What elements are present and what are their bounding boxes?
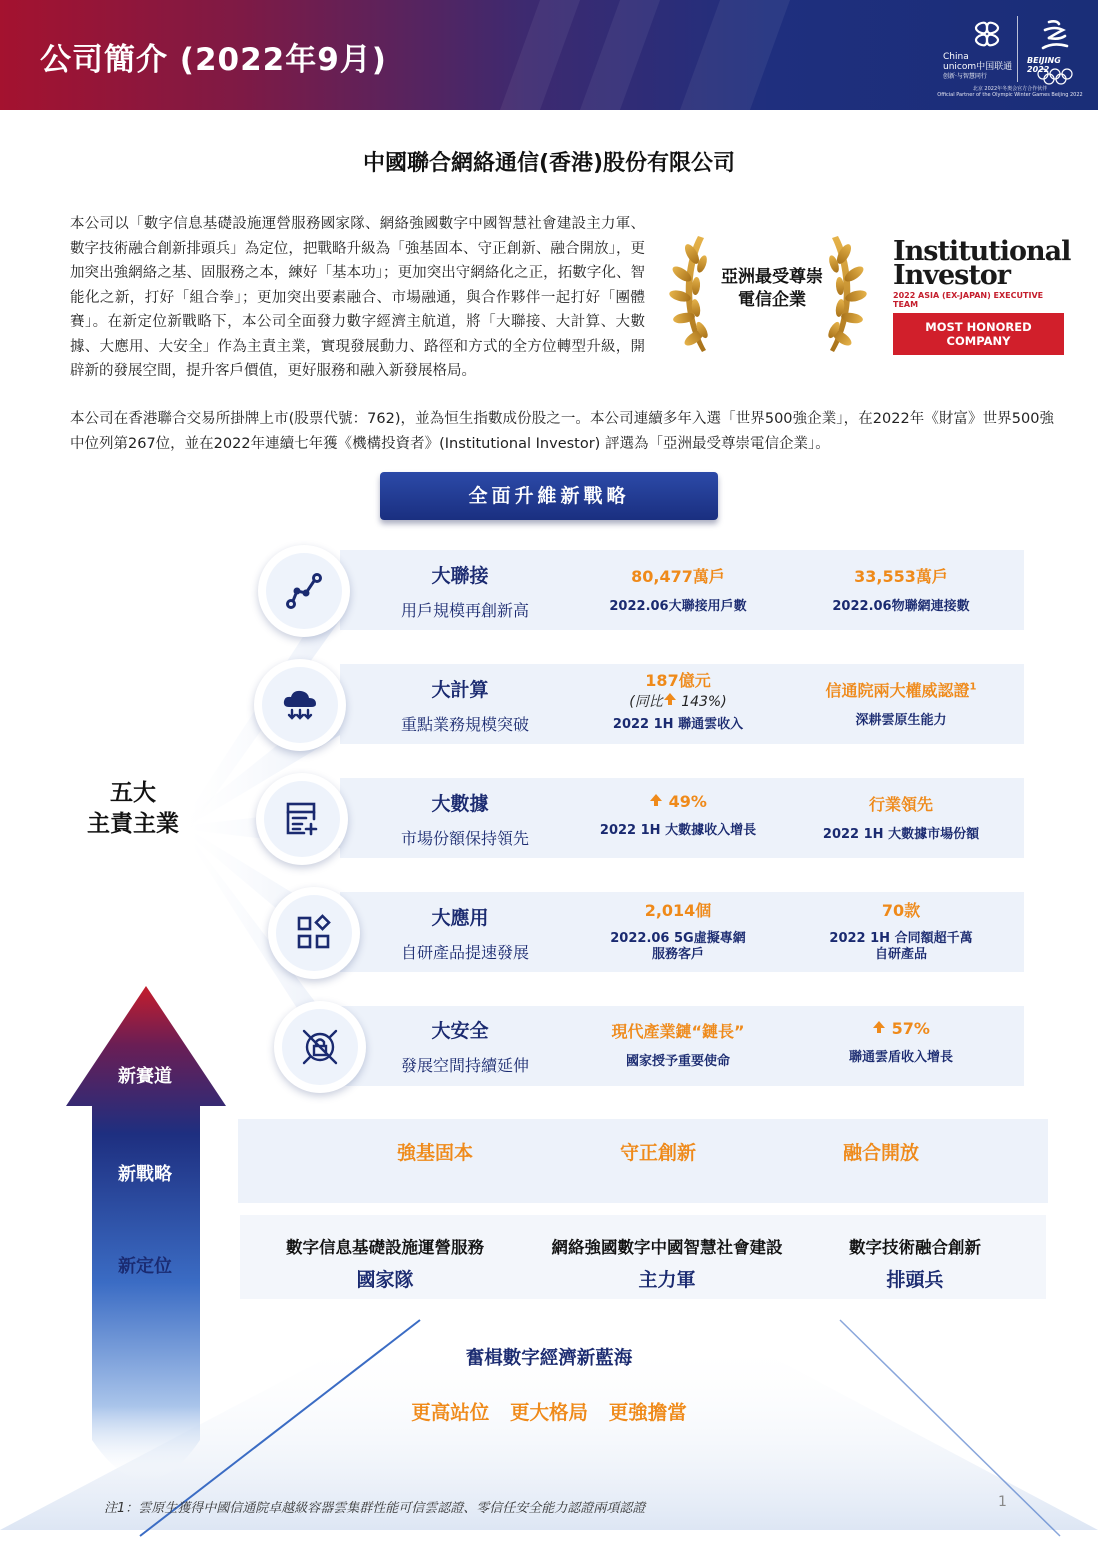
metric-value: 70款 (881, 901, 921, 920)
metric-note: 自研產品 (874, 947, 927, 962)
position-line-2: 主力軍 (638, 1269, 696, 1291)
metric-value: 33,553萬戶 (854, 567, 948, 586)
pillar-2: 守正創新 (619, 1142, 696, 1164)
metric-value-text: 57% (891, 1019, 930, 1038)
unicom-wordmark (943, 52, 1012, 82)
row-metric-2 (806, 678, 996, 729)
row-subtitle: 市場份額保持領先 (400, 829, 529, 848)
partner-caption (935, 86, 1085, 98)
apps-icon (294, 913, 334, 953)
award-line-2: 電信企業 (738, 290, 806, 310)
partner-caption-cn: 北京 2022年冬奥会官方合作伙伴 (972, 86, 1048, 92)
institutional-investor-logo (893, 236, 1071, 355)
row-title: 大安全 (431, 1020, 489, 1042)
label-new-track: 新賽道 (118, 1066, 172, 1087)
metric-value: 現代產業鏈“鏈長” (611, 1022, 745, 1041)
metric-value: 80,477萬戶 (631, 567, 725, 586)
row-metric-2 (806, 1019, 996, 1066)
security-icon-badge (274, 1001, 366, 1093)
page-number: 1 (998, 1494, 1007, 1510)
label-new-position: 新定位 (118, 1256, 172, 1277)
pillar-3: 融合開放 (842, 1142, 919, 1164)
olympic-rings-icon (1035, 68, 1075, 86)
metric-value-text: 信通院兩大權威認證 (825, 681, 970, 700)
yoy-prefix: (同比 (629, 694, 663, 710)
higher-slogan: 更高站位 更大格局 更強擔當 (411, 1401, 687, 1424)
row-metric-2 (806, 792, 996, 843)
footnote-marker: 1 (969, 681, 977, 693)
logo-slogan-text: 创新·与智慧同行 (943, 73, 987, 80)
arrow-up-icon (649, 793, 663, 807)
beijing-2022-text: BEIJING 2022 (1027, 56, 1061, 74)
connection-icon (284, 571, 324, 611)
metric-value: 行業領先 (868, 795, 933, 814)
row-metric-1 (578, 1019, 778, 1070)
security-icon (300, 1027, 340, 1067)
arrow-up-icon (663, 692, 677, 706)
row-metric-1 (583, 668, 773, 733)
position-line-2: 排頭兵 (886, 1269, 944, 1291)
data-icon (282, 799, 322, 839)
header-stripe (580, 0, 660, 110)
logo-divider (1017, 16, 1018, 82)
metric-note: 2022.06 5G虛擬專網 (610, 931, 746, 946)
logo-china-text: China (943, 52, 969, 62)
position-1 (240, 1233, 530, 1297)
intro-paragraph-2: 本公司在香港聯合交易所掛牌上市(股票代號：762)，並為恒生指數成份股之一。本公司連續多年入選「世界500強企業」，在2022年《財富》世界500強中位列第267位，並在2022年連續七年獲《機構投資者》(Institutional Investor) 評選為「亞洲最受尊崇電信企業」。 (70, 411, 1054, 452)
position-3 (770, 1233, 1060, 1297)
metric-note: 2022 1H 大數據收入增長 (599, 823, 757, 838)
award-title (702, 266, 842, 312)
header-stripe (500, 0, 580, 110)
arrow-up-icon (872, 1020, 886, 1034)
header-banner (0, 0, 1098, 110)
position-2 (522, 1233, 812, 1297)
label-new-strategy: 新戰略 (118, 1164, 172, 1185)
metric-note: 2022 1H 合同額超千萬 (829, 931, 973, 946)
ii-name-line-1: Institutional (893, 236, 1071, 267)
row-subtitle: 重點業務規模突破 (400, 715, 529, 734)
row-title: 大聯接 (431, 565, 489, 587)
five-label-line-1: 五大 (110, 780, 156, 806)
metric-note: 國家授予重要使命 (625, 1054, 730, 1069)
metric-note: 聯通雲盾收入增長 (848, 1050, 953, 1065)
metric-note: 2022.06物聯網連接數 (832, 599, 970, 614)
strategy-banner (380, 472, 718, 520)
position-line-1: 數字信息基礎設施運營服務 (286, 1238, 484, 1257)
pillar-1: 強基固本 (396, 1142, 473, 1164)
logo-unicom-text: unicom中国联通 (943, 62, 1013, 72)
company-name: 中國聯合網絡通信(香港)股份有限公司 (362, 151, 736, 176)
ii-name-line-2: Investor (893, 260, 1011, 291)
five-label-line-2: 主責主業 (87, 811, 179, 837)
metric-note: 2022 1H 聯通雲收入 (612, 717, 744, 732)
row-subtitle: 自研產品提速發展 (400, 943, 529, 962)
intro-paragraph-1: 本公司以「數字信息基礎設施運營服務國家隊、網絡強國數字中國智慧社會建設主力軍、數字技術融合創新排頭兵」為定位，把戰略升級為「強基固本、守正創新、融合開放」，更加突出強網絡之基、固服務之本，練好「基本功」；更加突出守網絡化之正，拓數字化、智能化之新，打好「組合拳」；更加突出要素融合、市場融通，與合作夥伴一起打好「團體賽」。在新定位新戰略下，本公司全面發力數字經濟主航道，將「大聯接、大計算、大數據、大應用、大安全」作為主責主業，實現發展動力、路徑和方式的全方位轉型升級，開辟新的發展空間，提升客戶價值，更好服務和融入新發展格局。 (70, 216, 645, 379)
metric-value: 2,014個 (644, 901, 712, 920)
award-line-1: 亞洲最受尊崇 (721, 267, 823, 287)
header-stripe (680, 0, 790, 110)
row-metric-2 (806, 564, 996, 615)
metric-value-text: 49% (668, 792, 707, 811)
footnote: 注1：雲原生獲得中國信通院卓越級容器雲集群性能可信雲認證、零信任安全能力認證兩項認證 (104, 1501, 646, 1516)
metric-value (583, 792, 773, 811)
unicom-knot-icon (971, 18, 1003, 50)
row-subtitle: 用戶規模再創新高 (400, 601, 529, 620)
partner-caption-en: Official Partner of the Olympic Winter Games Beijing 2022 (937, 92, 1083, 98)
cloud-icon-badge (254, 659, 346, 751)
position-line-2: 國家隊 (356, 1269, 414, 1291)
apps-icon-badge (268, 887, 360, 979)
row-metric-1 (583, 564, 773, 615)
beijing-2022-emblem-icon (1035, 16, 1075, 56)
cloud-icon (280, 685, 320, 725)
page-title: 公司簡介 (2022年9月) (40, 42, 387, 78)
strategy-banner-text: 全面升維新戰略 (468, 485, 630, 507)
row-title: 大計算 (431, 679, 489, 701)
metric-yoy (583, 691, 773, 711)
partner-logos (935, 14, 1085, 100)
award-laurel (668, 226, 868, 358)
ocean-slogan: 奮楫數字經濟新藍海 (465, 1348, 633, 1369)
data-icon-badge (256, 773, 348, 865)
connection-icon-badge (258, 545, 350, 637)
row-metric-1 (583, 898, 773, 963)
row-metric-2 (806, 898, 996, 963)
row-metric-1 (583, 792, 773, 839)
metric-note: 2022.06大聯接用戶數 (609, 599, 747, 614)
row-subtitle: 發展空間持續延伸 (400, 1056, 529, 1075)
ii-badge: MOST HONORED COMPANY (893, 313, 1064, 355)
metric-value (806, 678, 996, 701)
position-line-1: 網絡強國數字中國智慧社會建設 (551, 1238, 783, 1257)
ii-team-caption: 2022 ASIA (EX-JAPAN) EXECUTIVE TEAM (893, 291, 1044, 309)
row-title: 大數據 (431, 793, 489, 815)
metric-value (806, 1019, 996, 1038)
metric-note: 2022 1H 大數據市場份額 (822, 827, 980, 842)
metric-note: 服務客戶 (651, 947, 704, 962)
metric-note: 深耕雲原生能力 (855, 713, 947, 728)
yoy-value: 143%) (681, 694, 727, 710)
row-title: 大應用 (431, 907, 489, 929)
metric-value: 187億元 (645, 671, 711, 690)
five-businesses-label (78, 778, 188, 840)
position-line-1: 數字技術融合創新 (849, 1238, 981, 1257)
